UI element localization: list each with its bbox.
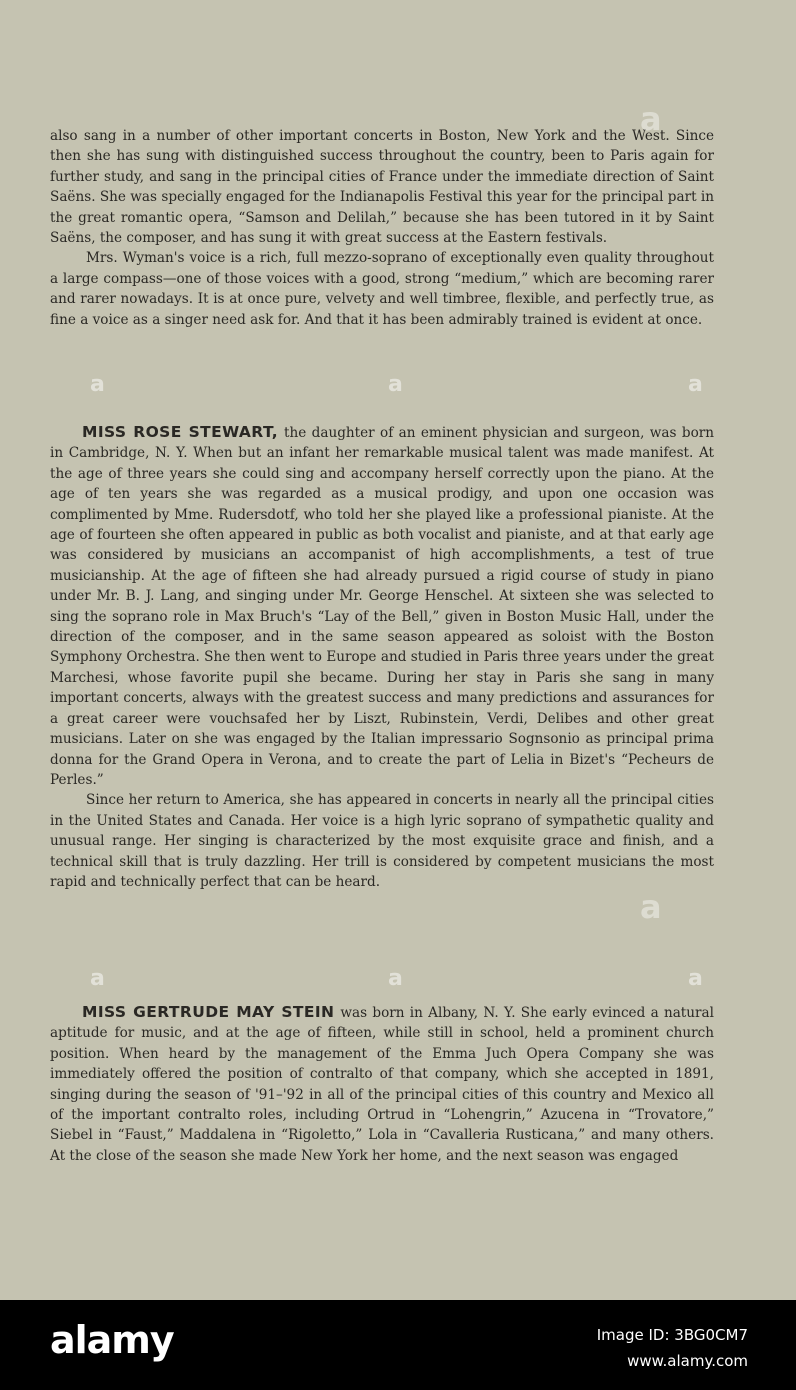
section-stewart <box>50 422 714 892</box>
paragraph-text: the daughter of an eminent physician and surgeon, was born in Cambridge, N. Y. When but an infant her remarkable musical talent was made manifest. At the age of three years she could sing and accompany herself correctly upon the piano. At the age of ten years she was regarded as a musical prodigy, and upon one occasion was complimented by Mme. Rudersdotf, who told her she played like a professional pianiste. At the age of fourteen she often appeared in public as both vocalist and pianiste, and at that early age was considered by musicians an accompanist of high accomplishments, a test of true musicianship. At the age of fifteen she had already pursued a rigid course of study in piano under Mr. B. J. Lang, and singing under Mr. George Henschel. At sixteen she was selected to sing the soprano role in Max Bruch's “Lay of the Bell,” given in Boston Music Hall, under the direction of the composer, and in the same season appeared as soloist with the Boston Symphony Orchestra. She then went to Europe and studied in Paris three years under the great Marchesi, whose favorite pupil she became. During her stay in Paris she sang in many important concerts, always with the greatest success and many predictions and assurances for a great career were vouchsafed her by Liszt, Rubinstein, Verdi, Delibes and other great musicians. Later on she was engaged by the Italian impressario Sognsonio as principal prima donna for the Grand Opera in Verona, and to create the part of Lelia in Bizet's “Pecheurs de Perles.” <box>50 425 715 788</box>
stock-logo: alamy <box>50 1318 174 1362</box>
watermark-mark: a <box>388 372 403 397</box>
watermark-mark: a <box>388 966 403 991</box>
paragraph-text: was born in Albany, N. Y. She early evinced a natural aptitude for music, and at the age of fifteen, while still in school, held a prominent church position. When heard by the management of the Emma Juch Opera Company she was immediately offered the position of contralto of that company, which she accepted in 1891, singing during the season of '91–'92 in all of the principal cities of this country and Mexico all of the important contralto roles, including Ortrud in “Lohengrin,” Azucena in “Trovatore,” Siebel in “Faust,” Maddalena in “Rigoletto,” Lola in “Cavalleria Rusticana,” and many others. At the close of the season she made New York her home, and the next season was engaged <box>50 1005 714 1164</box>
watermark-mark: a <box>688 966 703 991</box>
watermark-mark: a <box>688 372 703 397</box>
paragraph-lead <box>50 422 714 790</box>
watermark-logo: a <box>640 100 662 138</box>
paragraph: Mrs. Wyman's voice is a rich, full mezzo-soprano of exceptionally even quality throughout a large compass—one of those voices with a good, strong “medium,” which are becoming rarer and rarer nowadays. It is at once pure, velvety and well timbree, flexible, and perfectly true, as fine a voice as a singer need ask for. And that it has been admirably trained is evident at once. <box>50 250 714 328</box>
stock-meta <box>597 1322 748 1374</box>
stock-url: www.alamy.com <box>627 1352 748 1370</box>
singer-name: MISS GERTRUDE MAY STEIN <box>82 1003 335 1021</box>
paragraph-lead <box>50 1002 714 1166</box>
image-id: Image ID: 3BG0CM7 <box>596 1326 748 1344</box>
watermark-mark: a <box>90 966 105 991</box>
section-wyman <box>50 126 714 330</box>
section-stein <box>50 1002 714 1166</box>
paragraph: also sang in a number of other important concerts in Boston, New York and the West. Since then she has sung with distinguished success throughout the country, been to Paris again for further study, and sang in the principal cities of France under the immediate direction of Saint Saëns. She was specially engaged for the Indianapolis Festival this year for the principal part in the great romantic opera, “Samson and Delilah,” because she has been tutored in it by Saint Saëns, the composer, and has sung it with great success at the Eastern festivals. <box>50 128 714 247</box>
watermark-logo: a <box>640 888 662 926</box>
singer-name: MISS ROSE STEWART, <box>82 423 279 441</box>
paragraph: Since her return to America, she has appeared in concerts in nearly all the principal cities in the United States and Canada. Her voice is a high lyric soprano of sympathetic quality and unusual range. Her singing is characterized by the most exquisite grace and finish, and a technical skill that is truly dazzling. Her trill is considered by competent musicians the most rapid and technically perfect that can be heard. <box>50 792 714 890</box>
watermark-mark: a <box>90 372 105 397</box>
